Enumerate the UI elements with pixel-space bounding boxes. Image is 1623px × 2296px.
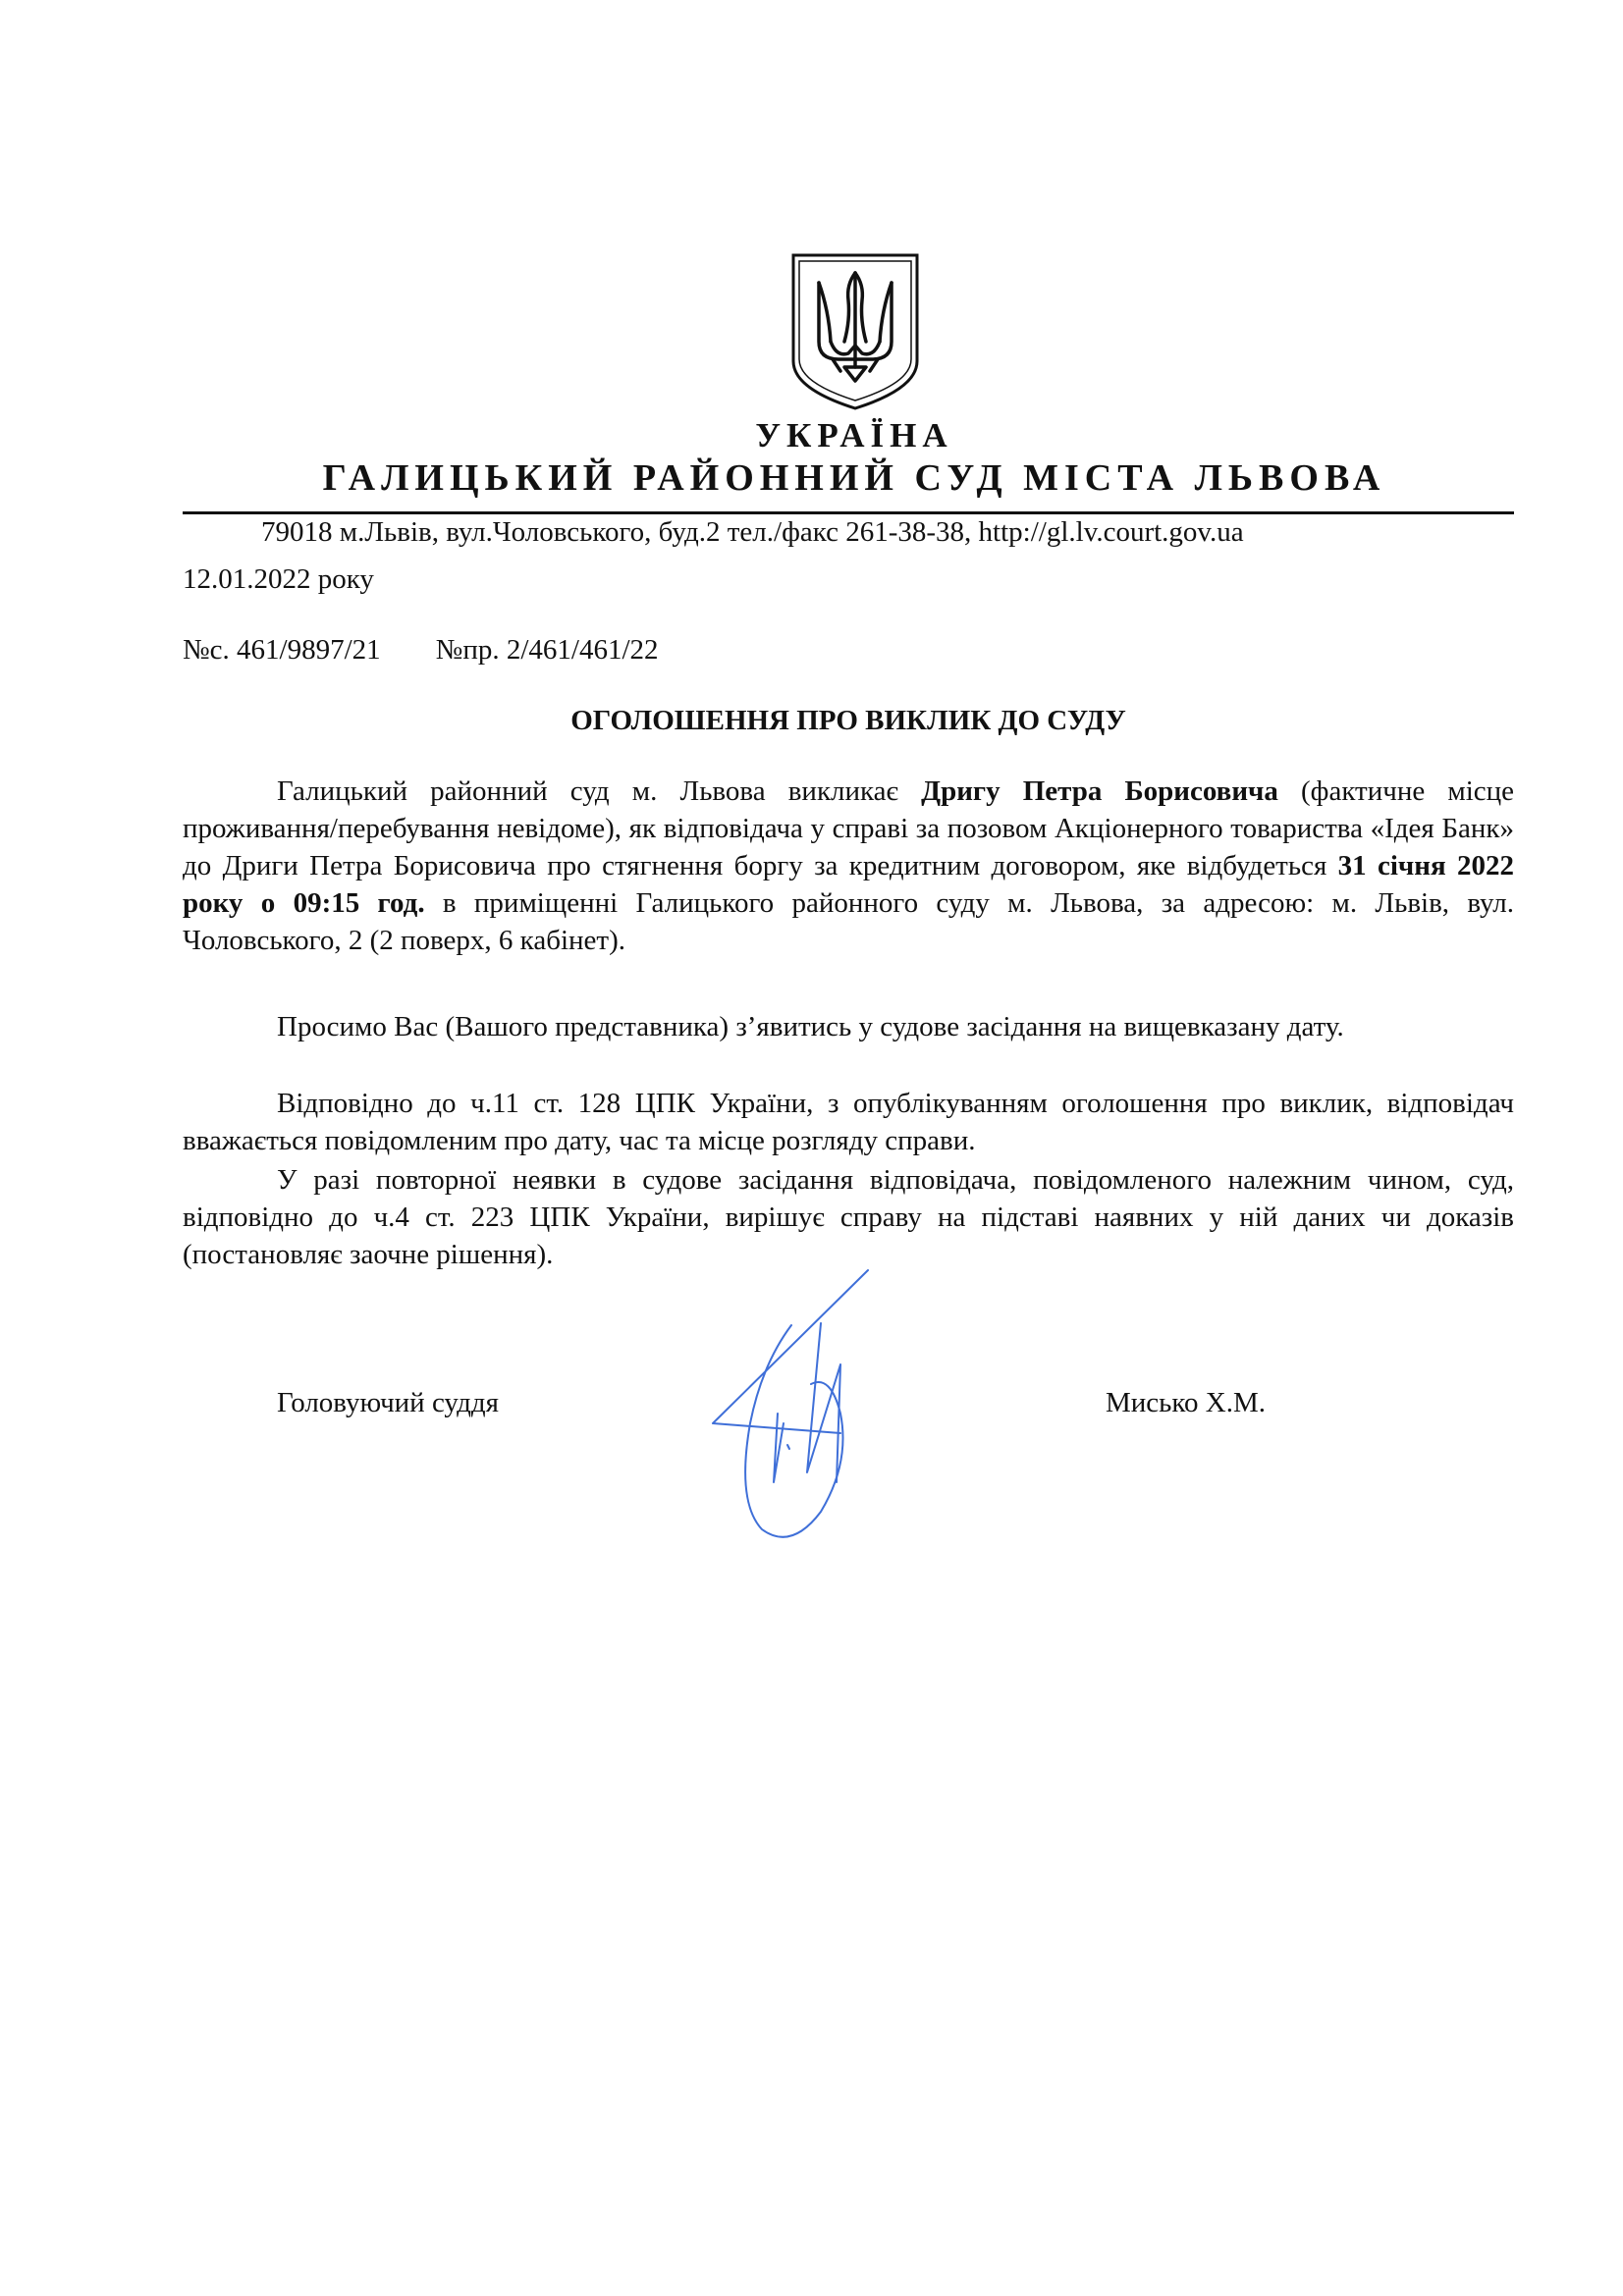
presiding-judge-label: Головуючий суддя: [277, 1387, 499, 1418]
summons-text-c: в приміщенні Галицького районного суду м. Львова, за адресою: м. Львів, вул. Чоловського, 2 (2 поверх, 6 кабінет).: [183, 887, 1514, 956]
document-title: ОГОЛОШЕННЯ ПРО ВИКЛИК ДО СУДУ: [570, 705, 1126, 736]
presiding-judge-name: Мисько Х.М.: [1106, 1387, 1266, 1418]
hearing-datetime: 31 січня 2022 року о 09:15 год.: [183, 850, 1514, 919]
judge-signature: [693, 1266, 890, 1561]
court-address-line: 79018 м.Львів, вул.Чоловського, буд.2 тел./факс 261-38-38, http://gl.lv.court.gov.ua: [261, 516, 1244, 548]
court-name-heading: ГАЛИЦЬКИЙ РАЙОННИЙ СУД МІСТА ЛЬВОВА: [322, 457, 1386, 499]
paragraph-default-judgment: [183, 1161, 1514, 1273]
notification-text: Відповідно до ч.11 ст. 128 ЦПК України, з опублікуванням оголошення про виклик, відповідач вважається повідомленим про дату, час та місце розгляду справи.: [183, 1088, 1514, 1156]
paragraph-notification: [183, 1085, 1514, 1159]
paragraph-request: [183, 1008, 1514, 1045]
default-judgment-text: У разі повторної неявки в судове засідання відповідача, повідомленого належним чином, суд, відповідно до ч.4 ст. 223 ЦПК України, вирішує справу на підставі наявних у ній даних чи доказів (постановляє заочне рішення).: [183, 1164, 1514, 1270]
case-number: №с. 461/9897/21: [183, 634, 381, 666]
header-divider: [183, 511, 1514, 514]
defendant-name: Дригу Петра Борисовича: [921, 775, 1278, 807]
summons-text-b: (фактичне місце проживання/перебування невідоме), як відповідача у справі за позовом Акціонерного товариства «Ідея Банк» до Дриги Петра Борисовича про стягнення боргу за кредитним договором, яке відбудеться: [183, 775, 1515, 881]
coat-of-arms-icon: [789, 251, 921, 411]
paragraph-summons: [183, 773, 1514, 959]
country-heading: УКРАЇНА: [755, 416, 953, 454]
proceeding-number: №пр. 2/461/461/22: [435, 634, 659, 666]
document-date: 12.01.2022 року: [183, 563, 374, 595]
summons-text-a: Галицький районний суд м. Львова викликає: [277, 775, 922, 807]
request-text: Просимо Вас (Вашого представника) з’явитись у судове засідання на вищевказану дату.: [277, 1011, 1344, 1042]
case-numbers: [183, 634, 659, 667]
